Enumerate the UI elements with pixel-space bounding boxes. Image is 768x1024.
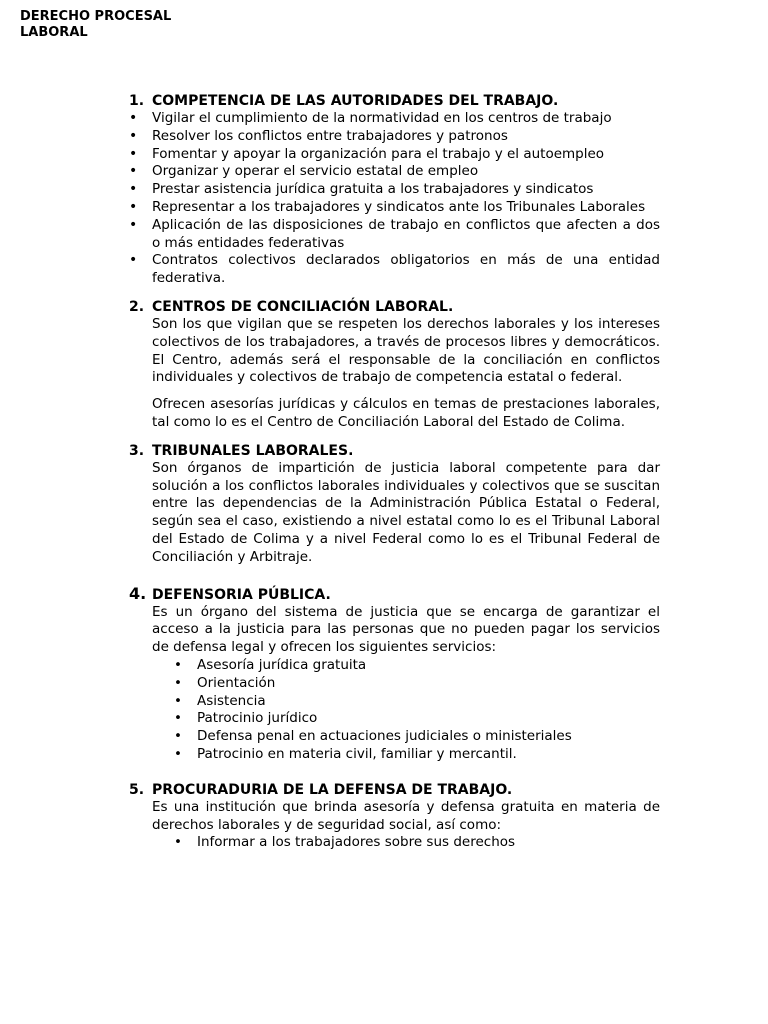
header-title-line2: LABORAL	[20, 25, 88, 40]
section-title: CENTROS DE CONCILIACIÓN LABORAL.	[152, 298, 454, 315]
section-heading	[129, 585, 660, 604]
list-item: • Patrocinio jurídico	[174, 710, 318, 727]
paragraph: Es un órgano del sistema de justicia que se encarga de garantizar el acceso a la justicia para las personas que no pueden pagar los servicios de defensa legal y ofrecen los siguientes servicios:	[152, 603, 660, 656]
paragraph: Son órganos de impartición de justicia laboral competente para dar solución a los conflictos laborales individuales y colectivos que se suscitan entre las dependencias de la Administración Pública Estatal o Federal, según sea el caso, existiendo a nivel estatal como lo es el Tribunal Laboral del Estado de Colima y a nivel Federal como lo es el Tribunal Federal de Conciliación y Arbitraje.	[152, 459, 660, 565]
bullet-list	[129, 110, 660, 288]
bullet-icon: •	[129, 198, 138, 215]
list-item: • Aplicación de las disposiciones de trabajo en conflictos que afecten a dos o más entidades federativas	[129, 216, 660, 251]
list-item: • Fomentar y apoyar la organización para el trabajo y el autoempleo	[129, 145, 605, 162]
section-title: PROCURADURIA DE LA DEFENSA DE TRABAJO.	[152, 781, 513, 798]
bullet-icon: •	[174, 710, 182, 727]
bullet-icon: •	[174, 728, 182, 745]
bullet-icon: •	[174, 656, 182, 673]
section-title: TRIBUNALES LABORALES.	[152, 442, 354, 459]
sub-bullet-list	[174, 834, 660, 852]
header-title-line1: DERECHO PROCESAL	[20, 9, 172, 24]
bullet-icon: •	[129, 252, 138, 269]
sub-bullet-list	[174, 657, 660, 764]
section-heading	[129, 442, 660, 460]
section-number: 4.	[129, 583, 147, 603]
list-item: • Organizar y operar el servicio estatal de empleo	[129, 163, 479, 180]
list-item: • Vigilar el cumplimiento de la normatividad en los centros de trabajo	[129, 110, 612, 126]
bullet-icon: •	[129, 145, 138, 162]
section-number: 1.	[129, 93, 145, 109]
list-item: • Contratos colectivos declarados obligatorios en más de una entidad federativa.	[129, 252, 660, 287]
section-number: 3.	[129, 442, 145, 459]
section-competencia	[129, 92, 660, 288]
paragraph: Ofrecen asesorías jurídicas y cálculos en temas de prestaciones laborales, tal como lo es el Centro de Conciliación Laboral del Estado de Colima.	[152, 396, 660, 430]
list-item: • Defensa penal en actuaciones judiciales o ministeriales	[174, 728, 572, 745]
list-item: • Asistencia	[174, 692, 266, 709]
section-procuraduria	[129, 781, 660, 852]
bullet-icon: •	[129, 127, 138, 144]
section-title: DEFENSORIA PÚBLICA.	[152, 586, 331, 603]
section-defensoria	[129, 585, 660, 764]
document-header-title	[20, 9, 240, 41]
list-item: • Asesoría jurídica gratuita	[174, 656, 367, 673]
list-item: • Resolver los conflictos entre trabajadores y patronos	[129, 127, 508, 144]
paragraph: Son los que vigilan que se respeten los derechos laborales y los intereses colectivos de los trabajadores, a través de procesos libres y democráticos. El Centro, además será el responsable de la conciliación en conflictos individuales y colectivos de trabajo de competencia estatal o federal.	[152, 315, 660, 386]
section-centros-conciliacion	[129, 298, 660, 432]
section-number: 2.	[129, 298, 145, 315]
bullet-icon: •	[129, 181, 138, 198]
section-heading	[129, 92, 660, 110]
list-item: • Representar a los trabajadores y sindicatos ante los Tribunales Laborales	[129, 198, 646, 215]
section-title: COMPETENCIA DE LAS AUTORIDADES DEL TRABAJO.	[152, 93, 559, 109]
section-tribunales	[129, 442, 660, 567]
document-body	[129, 92, 660, 852]
list-item: • Informar a los trabajadores sobre sus derechos	[174, 834, 516, 851]
bullet-icon: •	[174, 692, 182, 709]
paragraph: Es una institución que brinda asesoría y defensa gratuita en materia de derechos laborales y de seguridad social, así como:	[152, 798, 660, 833]
list-item: • Patrocinio en materia civil, familiar y mercantil.	[174, 745, 517, 762]
bullet-icon: •	[129, 216, 138, 233]
bullet-icon: •	[129, 110, 138, 126]
section-heading	[129, 298, 660, 316]
bullet-icon: •	[174, 745, 182, 762]
bullet-icon: •	[129, 163, 138, 180]
section-heading	[129, 781, 660, 799]
list-item: • Orientación	[174, 674, 276, 691]
bullet-icon: •	[174, 834, 182, 851]
list-item: • Prestar asistencia jurídica gratuita a los trabajadores y sindicatos	[129, 181, 594, 198]
bullet-icon: •	[174, 674, 182, 691]
section-number: 5.	[129, 781, 145, 798]
